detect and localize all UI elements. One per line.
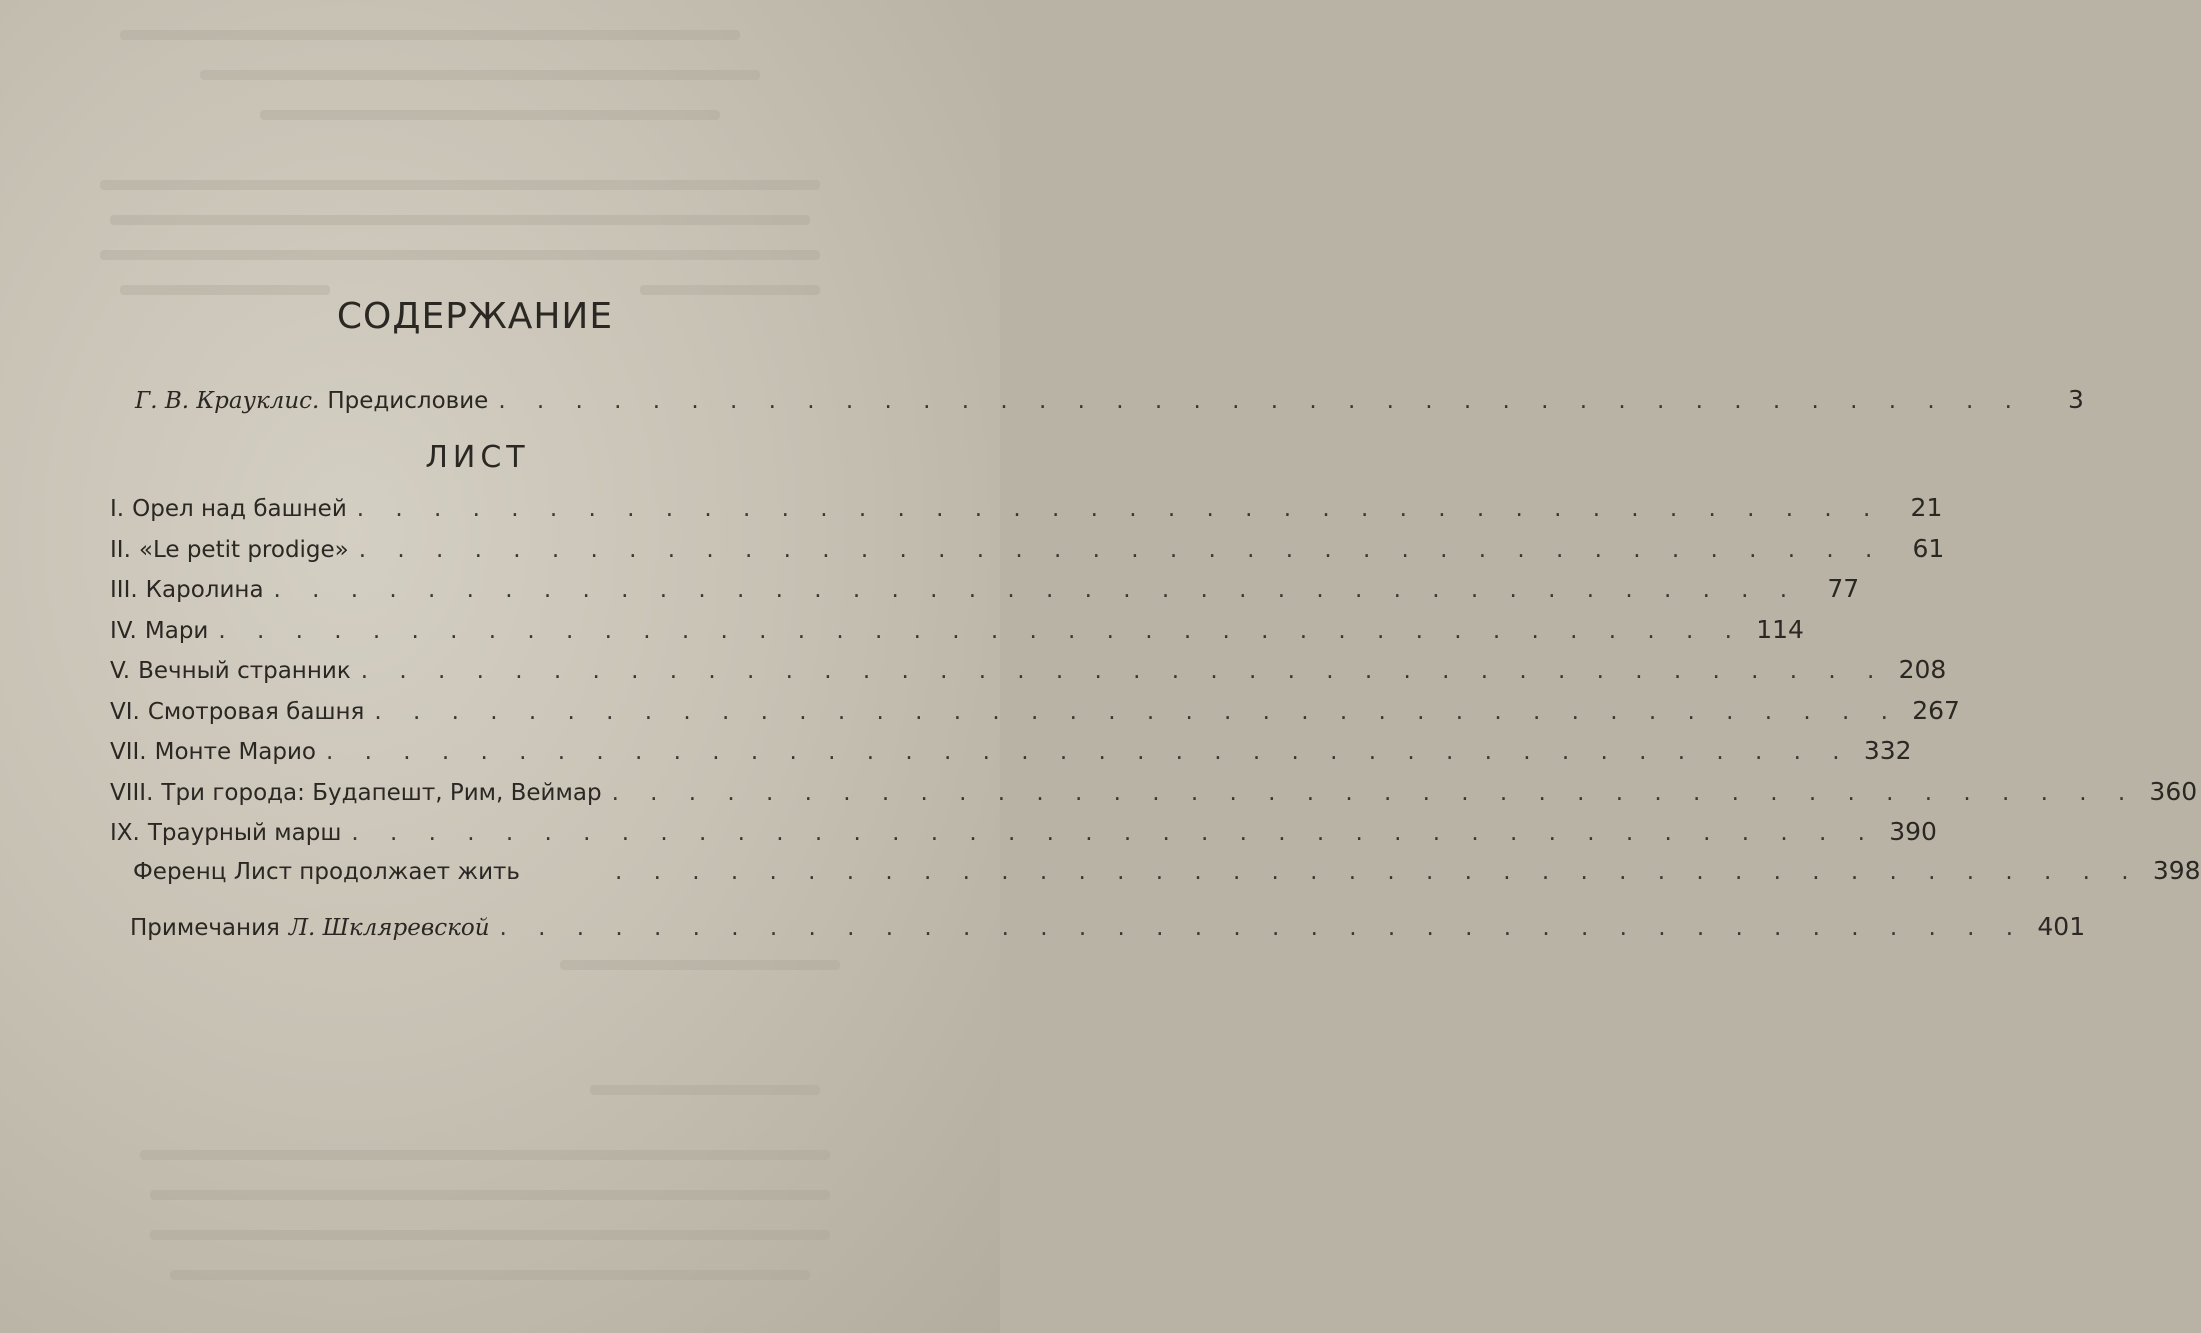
toc-entry-chapter [110, 574, 1860, 603]
section-title: ЛИСТ [425, 440, 530, 475]
contents-heading: СОДЕРЖАНИЕ [336, 296, 614, 337]
chapter-title: Мари [144, 617, 209, 644]
bleed-through-line [120, 285, 330, 295]
chapter-number: I. [110, 496, 125, 522]
toc-entry-chapter [110, 493, 1943, 522]
chapter-title: Монте Марио [154, 739, 316, 765]
toc-entry-chapter [110, 533, 1945, 563]
preface-author: Г. В. Крауклис. [135, 388, 320, 414]
chapter-number: IV. [110, 617, 137, 644]
chapter-page: 390 [1889, 817, 1937, 846]
bleed-through-line [150, 1230, 830, 1240]
notes-label: Примечания [130, 915, 280, 941]
bleed-through-line [200, 70, 760, 80]
dot-leader: . . . . . . . . . . . . . . . . . . . . . . . . . . . . . . . . . . . . . . . . [498, 388, 2024, 414]
epilogue-title: Ференц Лист продолжает жить [133, 859, 520, 885]
chapter-page: 332 [1863, 736, 1912, 765]
bleed-through-line [640, 285, 820, 295]
chapter-page: 267 [1912, 695, 1960, 725]
bleed-through-line [120, 30, 740, 40]
chapter-page: 208 [1898, 655, 1947, 684]
bleed-through-line [110, 215, 810, 225]
chapter-number: VI. [110, 698, 140, 725]
chapter-number: II. [110, 536, 131, 563]
bleed-through-line [150, 1190, 830, 1200]
toc-entry-chapter [110, 614, 1804, 644]
dot-leader: . . . . . . . . . . . . . . . . . . . . . . . . . . . . . . . . . . . . . . . . [360, 658, 1887, 684]
bleed-through-line [260, 110, 720, 120]
toc-entry-chapter [110, 817, 1937, 846]
toc-entry-chapter [110, 776, 2198, 806]
dot-leader: . . . . . . . . . . . . . . . . . . . . . . . . . . . . . . . . . . . . . . . . [611, 779, 2138, 806]
chapter-page: 114 [1756, 614, 1804, 644]
chapter-page: 61 [1912, 533, 1945, 563]
bleed-through-line [170, 1270, 810, 1280]
toc-entry-chapter [110, 655, 1947, 684]
chapter-number: VII. [110, 739, 147, 765]
chapter-page: 21 [1910, 493, 1943, 522]
toc-entry-chapter [110, 736, 1912, 765]
chapter-title: Каролина [145, 577, 264, 603]
chapter-title: Вечный странник [138, 658, 351, 684]
dot-leader: . . . . . . . . . . . . . . . . . . . . . . . . . . . . . . . . . . . . . . . . [614, 859, 2141, 885]
bleed-through-line [560, 960, 840, 970]
dot-leader: . . . . . . . . . . . . . . . . . . . . . . . . . . . . . . . . . . . . . . . . [499, 915, 2026, 941]
toc-entry-preface [135, 385, 2084, 414]
chapter-number: V. [110, 658, 131, 684]
notes-author: Л. Шкляревской [288, 915, 490, 941]
chapter-number: IX. [110, 820, 140, 846]
epilogue-page: 398 [2152, 856, 2201, 885]
preface-title: Предисловие [327, 388, 489, 414]
chapter-title: Орел над башней [132, 496, 347, 522]
dot-leader: . . . . . . . . . . . . . . . . . . . . . . . . . . . . . . . . . . . . . . . . [358, 536, 1885, 563]
toc-entry-epilogue [133, 856, 2201, 885]
chapter-page: 77 [1827, 574, 1860, 603]
notes-page: 401 [2037, 912, 2086, 941]
bleed-through-line [100, 250, 820, 260]
dot-leader: . . . . . . . . . . . . . . . . . . . . . . . . . . . . . . . . . . . . . . . . [374, 698, 1900, 725]
chapter-title: Траурный марш [147, 820, 342, 846]
bleed-through-line [100, 180, 820, 190]
toc-entry-notes [130, 912, 2086, 941]
chapter-number: VIII. [110, 779, 154, 806]
dot-leader: . . . . . . . . . . . . . . . . . . . . . . . . . . . . . . . . . . . . . . . . [356, 496, 1883, 522]
toc-entry-chapter [110, 695, 1960, 725]
bleed-through-line [590, 1085, 820, 1095]
preface-page: 3 [2067, 385, 2084, 414]
dot-leader: . . . . . . . . . . . . . . . . . . . . . . . . . . . . . . . . . . . . . . . . [351, 820, 1877, 846]
bleed-through-line [140, 1150, 830, 1160]
dot-leader: . . . . . . . . . . . . . . . . . . . . . . . . . . . . . . . . . . . . . . . . [326, 739, 1852, 765]
chapter-title: Смотровая башня [147, 698, 365, 725]
chapter-title: «Le petit prodige» [138, 536, 349, 563]
chapter-page: 360 [2149, 776, 2198, 806]
chapter-title: Три города: Будапешт, Рим, Веймар [161, 779, 602, 806]
dot-leader: . . . . . . . . . . . . . . . . . . . . . . . . . . . . . . . . . . . . . . . . [273, 577, 1800, 603]
chapter-number: III. [110, 577, 138, 603]
dot-leader: . . . . . . . . . . . . . . . . . . . . . . . . . . . . . . . . . . . . . . . . [218, 617, 1744, 644]
